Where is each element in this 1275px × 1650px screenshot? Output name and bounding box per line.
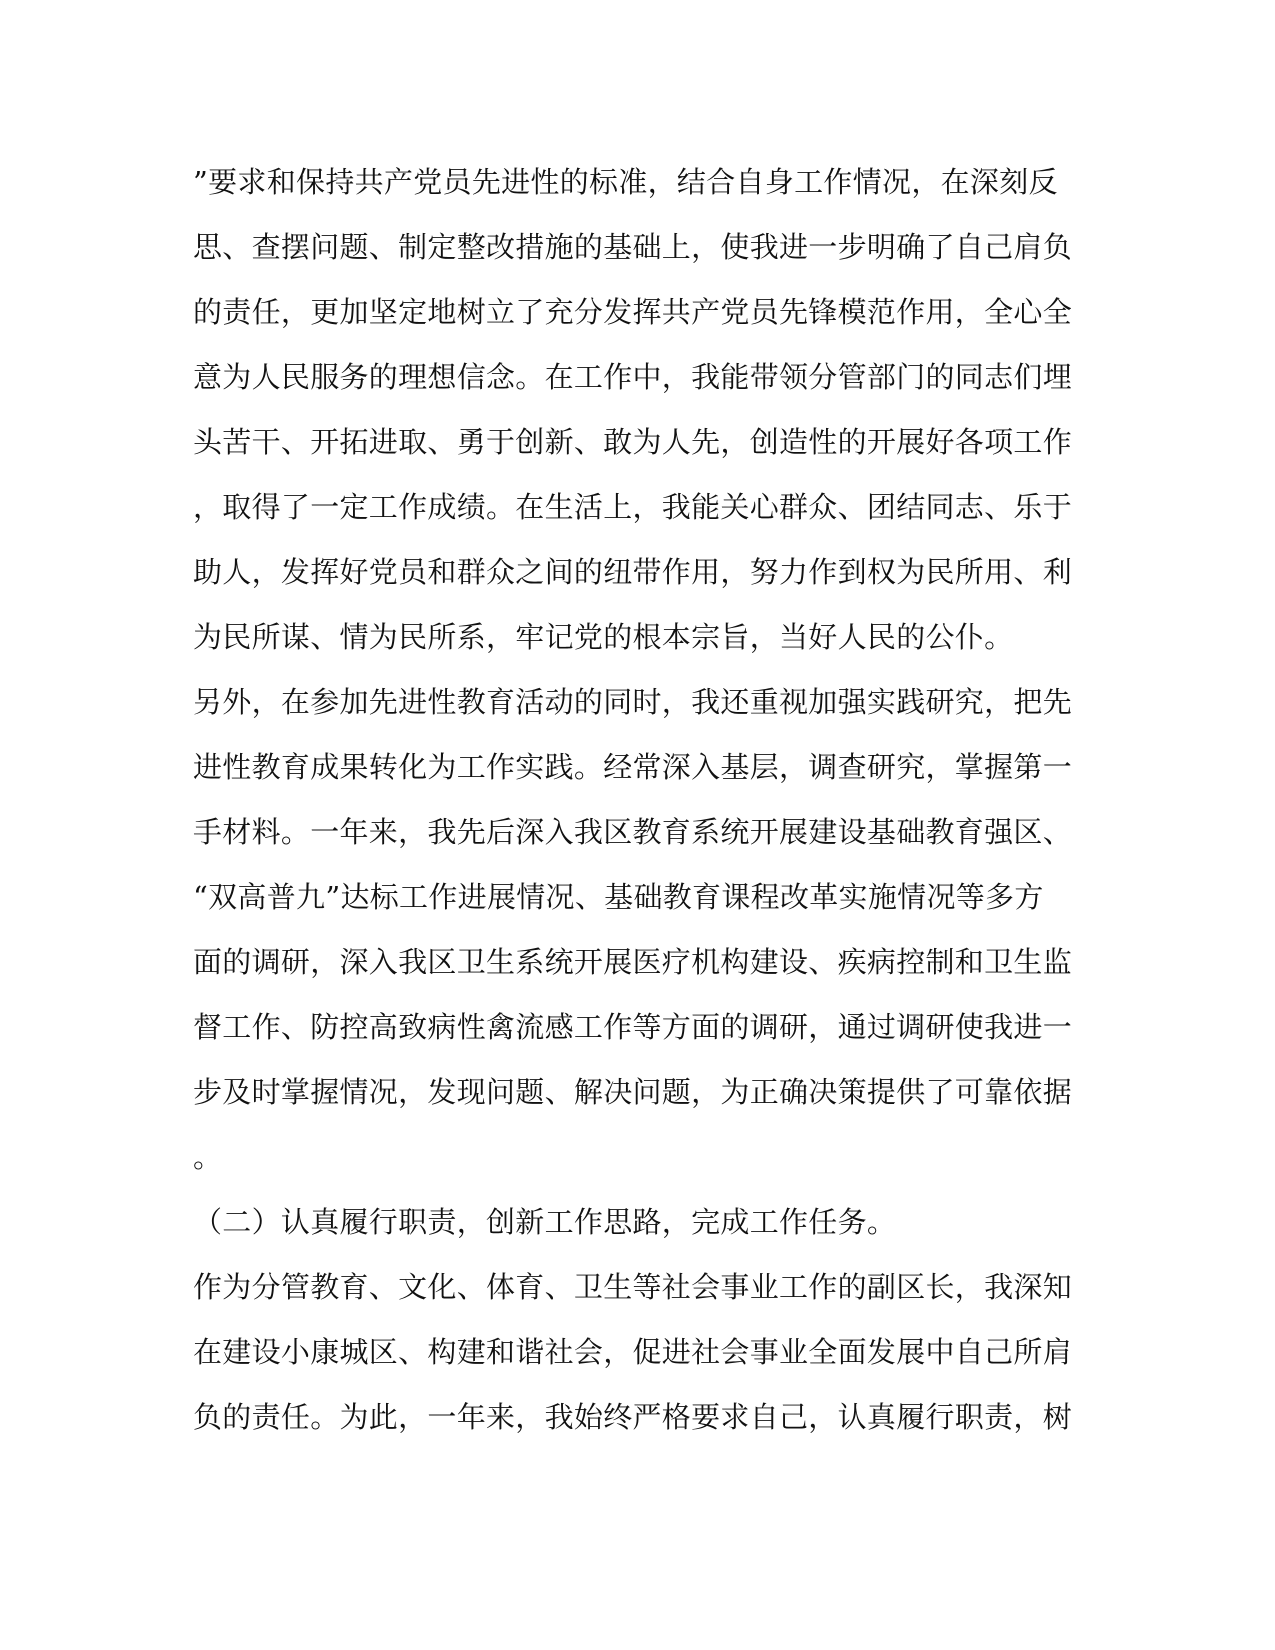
text-line: 作为分管教育、文化、体育、卫生等社会事业工作的副区长，我深知 — [193, 1270, 1073, 1304]
text-line: 助人，发挥好党员和群众之间的纽带作用，努力作到权为民所用、利 — [193, 555, 1073, 589]
text-line: 意为人民服务的理想信念。在工作中，我能带领分管部门的同志们埋 — [193, 360, 1073, 394]
text-line: 头苦干、开拓进取、勇于创新、敢为人先，创造性的开展好各项工作 — [193, 425, 1073, 459]
text-line: 负的责任。为此，一年来，我始终严格要求自己，认真履行职责，树 — [193, 1400, 1073, 1434]
text-line: 在建设小康城区、构建和谐社会，促进社会事业全面发展中自己所肩 — [193, 1335, 1073, 1369]
text-line: 的责任，更加坚定地树立了充分发挥共产党员先锋模范作用，全心全 — [193, 295, 1073, 329]
text-line: 进性教育成果转化为工作实践。经常深入基层，调查研究，掌握第一 — [193, 750, 1073, 784]
text-line: 手材料。一年来，我先后深入我区教育系统开展建设基础教育强区、 — [193, 815, 1073, 849]
body-text — [193, 150, 1073, 1450]
text-line: 面的调研，深入我区卫生系统开展医疗机构建设、疾病控制和卫生监 — [193, 945, 1073, 979]
text-line: 为民所谋、情为民所系，牢记党的根本宗旨，当好人民的公仆。 — [193, 620, 1014, 654]
text-line: ，取得了一定工作成绩。在生活上，我能关心群众、团结同志、乐于 — [193, 490, 1073, 524]
section-heading: （二）认真履行职责，创新工作思路，完成工作任务。 — [193, 1205, 897, 1239]
text-line: “双高普九”达标工作进展情况、基础教育课程改革实施情况等多方 — [193, 880, 1044, 914]
text-line: 步及时掌握情况，发现问题、解决问题，为正确决策提供了可靠依据 — [193, 1075, 1073, 1109]
text-line: 督工作、防控高致病性禽流感工作等方面的调研，通过调研使我进一 — [193, 1010, 1073, 1044]
text-line: 另外，在参加先进性教育活动的同时，我还重视加强实践研究，把先 — [193, 685, 1073, 719]
text-line: 。 — [193, 1140, 223, 1174]
text-line: 思、查摆问题、制定整改措施的基础上，使我进一步明确了自己肩负 — [193, 230, 1073, 264]
text-line: ”要求和保持共产党员先进性的标准，结合自身工作情况，在深刻反 — [193, 165, 1058, 199]
